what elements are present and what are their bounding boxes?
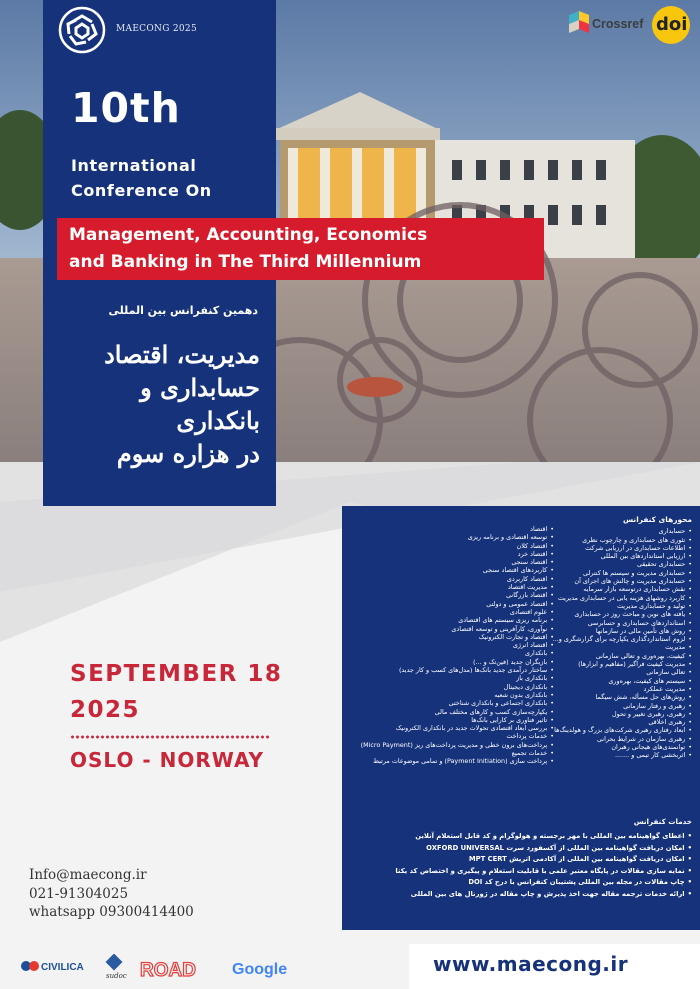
service-item: • امکان دریافت گواهینامه بین المللی از آکسفورد سرت OXFORD UNIVERSAL — [348, 843, 692, 855]
topic-item: • کاربردهای اقتصاد سنجی — [348, 566, 554, 574]
conference-code: MAECONG 2025 — [116, 24, 197, 34]
topic-item: • نوآوری، کارآفرینی و توسعه اقتصادی — [348, 625, 554, 633]
topic-item: • تعالی سازمانی — [494, 668, 692, 676]
services-panel — [342, 810, 700, 930]
conference-subtitle — [71, 153, 212, 203]
topic-item: • حسابداری — [494, 527, 692, 535]
website-link[interactable]: www.maecong.ir — [433, 952, 629, 976]
topic-item: • ساختار درآمدی جدید بانک‌ها (مدل‌های کسب و کار جدید) — [348, 666, 554, 674]
topic-item: • اقتصاد عمومی و دولتی — [348, 600, 554, 608]
topic-item: • پرداخت سازی (Payment Initiation) و تمامی موضوعات مرتبط — [348, 757, 554, 765]
topic-item: • ابعاد رفتاری رهبری شرکت‌های بزرگ و هولدینگ‌ها — [494, 726, 692, 734]
contact-phone: 021-91304025 — [29, 885, 129, 902]
event-location: OSLO - NORWAY — [70, 748, 265, 772]
topic-item: • حسابداری تحقیقی — [494, 560, 692, 568]
topics-left-column — [348, 525, 554, 766]
conference-logo — [58, 6, 106, 54]
topics-panel — [342, 506, 700, 810]
subtitle-line: Conference On — [71, 181, 212, 200]
service-item: • چاپ مقالات در مجله بین المللی پشتیبان کنفرانس با درج کد DOI — [348, 877, 692, 889]
topic-item: • تولید و حسابداری مدیریت — [494, 602, 692, 610]
topic-item: • کیفیت، بهره‌وری و تعالی سازمانی — [494, 652, 692, 660]
topic-item: • علوم اقتصادی — [348, 608, 554, 616]
svg-text:sudoc: sudoc — [106, 972, 127, 980]
topic-item: • لزوم استانداردگذاری یکپارچه برای گزارشگری و... — [494, 635, 692, 643]
service-item: • ارائه خدمات ترجمه مقاله جهت اخذ پذیرش و چاپ مقاله در ژورنال های بین المللی — [348, 889, 692, 901]
services-heading: خدمات کنفرانس — [633, 817, 692, 826]
topic-item: • اقتصاد کاربردی — [348, 575, 554, 583]
subtitle-line: International — [71, 156, 197, 175]
topic-item: • اطلاعات حسابداری در ارزیابی شرکت — [494, 544, 692, 552]
title-line: and Banking in The Third Millennium — [69, 252, 422, 272]
topic-item: • پرداخت‌های برون خطی و مدیریت پرداخت‌های ریز (Micro Payment) — [348, 741, 554, 749]
topic-item: • سیستم های کیفیت، بهره‌وری — [494, 677, 692, 685]
topic-item: • یافته های نوین و مباحث روز در حسابداری — [494, 610, 692, 618]
edition-ordinal: 10th — [71, 84, 181, 132]
conference-title-band — [57, 218, 544, 280]
service-item: • اعطای گواهینامه بین المللی با مهر برجسته و هولوگرام و کد قابل استعلام آنلاین — [348, 831, 692, 843]
fa-title — [74, 338, 260, 470]
topic-item: • مدیریت اقتصاد — [348, 583, 554, 591]
date-line: SEPTEMBER 18 — [70, 661, 283, 687]
partner-logos — [20, 954, 310, 984]
crossref-logo — [569, 11, 649, 37]
topic-item: • رهبری و رفتار سازمانی — [494, 702, 692, 710]
doi-label: doi — [656, 14, 688, 35]
topic-item: • کاربرد روشهای هزینه یابی در حسابداری مدیریت — [494, 594, 692, 602]
topic-item: • مدیریت — [494, 643, 692, 651]
topic-item: • حسابداری مدیریت و سیستم ها کنترلی — [494, 569, 692, 577]
svg-text:CIVILICA: CIVILICA — [41, 962, 84, 973]
fa-subtitle: دهمین کنفرانس بین المللی — [108, 304, 258, 317]
contact-info — [29, 866, 194, 922]
topic-item: • خدمات تجمیع — [348, 749, 554, 757]
civilica-logo — [21, 961, 84, 973]
service-item: • امکان دریافت گواهینامه بین المللی از آکادمی اتریش MPT CERT — [348, 854, 692, 866]
event-date — [70, 656, 282, 728]
google-logo — [232, 961, 287, 978]
topic-item: • اقتصاد سنجی — [348, 558, 554, 566]
topic-item: • بانکداری — [348, 649, 554, 657]
topic-item: • مدیریت عملکرد — [494, 685, 692, 693]
topic-item: • بانکداری باز — [348, 674, 554, 682]
topic-item: • بازیگران جدید (فین‌تک و ...) — [348, 658, 554, 666]
topic-item: • بانکداری دیجیتال — [348, 683, 554, 691]
doi-logo — [652, 6, 690, 44]
topic-item: • روش های تأمین مالی در سازمانها — [494, 627, 692, 635]
title-line: Management, Accounting, Economics — [69, 225, 428, 245]
svg-text:Crossref: Crossref — [592, 17, 644, 31]
service-item: • نمایه سازی مقالات در پایگاه معتبر علمی با قابلیت استعلام و پیگیری و اختصاص کد یکتا — [348, 866, 692, 878]
topic-item: • رهبری سازمان در شرایط بحرانی — [494, 735, 692, 743]
topic-item: • ارزیابی استانداردهای بین المللی — [494, 552, 692, 560]
dotted-divider — [70, 734, 270, 740]
topic-item: • بررسی ابعاد اقتصادی تحولات جدید در بانکداری الکترونیک — [348, 724, 554, 732]
fa-title-line: مدیریت، اقتصاد — [104, 340, 260, 369]
topic-item: • یکپارچه‌سازی کسب و کارهای مختلف مالی — [348, 708, 554, 716]
topic-item: • مدیریت کیفیت فراگیر (مفاهیم و ابزارها) — [494, 660, 692, 668]
road-logo — [140, 960, 196, 981]
topic-item: • خدمات پرداخت — [348, 732, 554, 740]
svg-text:Google: Google — [232, 961, 288, 978]
topic-item: • اقتصاد و تجارت الکترونیک — [348, 633, 554, 641]
topic-item: • بانکداری اجتماعی و بانکداری شناختی — [348, 699, 554, 707]
topic-item: • برنامه ریزی سیستم های اقتصادی — [348, 616, 554, 624]
fa-title-line: در هزاره سوم — [116, 439, 260, 468]
date-line: 2025 — [70, 697, 141, 723]
topic-item: • روش‌های حل مسأله، شش سیگما — [494, 693, 692, 701]
topic-item: • اقتصاد خرد — [348, 550, 554, 558]
topic-item: • اثربخشی کار تیمی و ....... — [494, 751, 692, 759]
topic-item: • تئوری های حسابداری و چارچوب نظری — [494, 536, 692, 544]
topic-item: • حسابداری مدیریت و چالش های اجرای آن — [494, 577, 692, 585]
topic-item: • اقتصاد کلان — [348, 542, 554, 550]
svg-text:ROAD: ROAD — [140, 960, 196, 981]
sudoc-logo — [106, 954, 127, 980]
topic-item: • توانمندی‌های هیجانی رهبران — [494, 743, 692, 751]
topic-item: • تاثیر فناوری بر کارایی بانک‌ها — [348, 716, 554, 724]
topic-item: • اقتصاد انرژی — [348, 641, 554, 649]
fa-title-line: حسابداری و — [140, 373, 260, 402]
topic-item: • توسعه اقتصادی و برنامه ریزی — [348, 533, 554, 541]
fa-title-line: بانکداری — [176, 406, 260, 435]
contact-whatsapp: whatsapp 09300414400 — [29, 904, 194, 920]
topic-item: • رهبری اخلاقی — [494, 718, 692, 726]
topic-item: • نقش حسابداری درتوسعه بازار سرمایه — [494, 585, 692, 593]
contact-email[interactable]: Info@maecong.ir — [29, 867, 147, 883]
topic-item: • استانداردهای حسابداری و حسابرسی — [494, 619, 692, 627]
topic-item: • اقتصاد بازرگانی — [348, 591, 554, 599]
topic-item: • رهبری، رهبری تغییر و تحول — [494, 710, 692, 718]
website-box — [409, 944, 700, 989]
topics-heading: محورهای کنفرانس — [622, 515, 692, 524]
topic-item: • اقتصاد — [348, 525, 554, 533]
topic-item: • بانکداری بدون شعبه — [348, 691, 554, 699]
